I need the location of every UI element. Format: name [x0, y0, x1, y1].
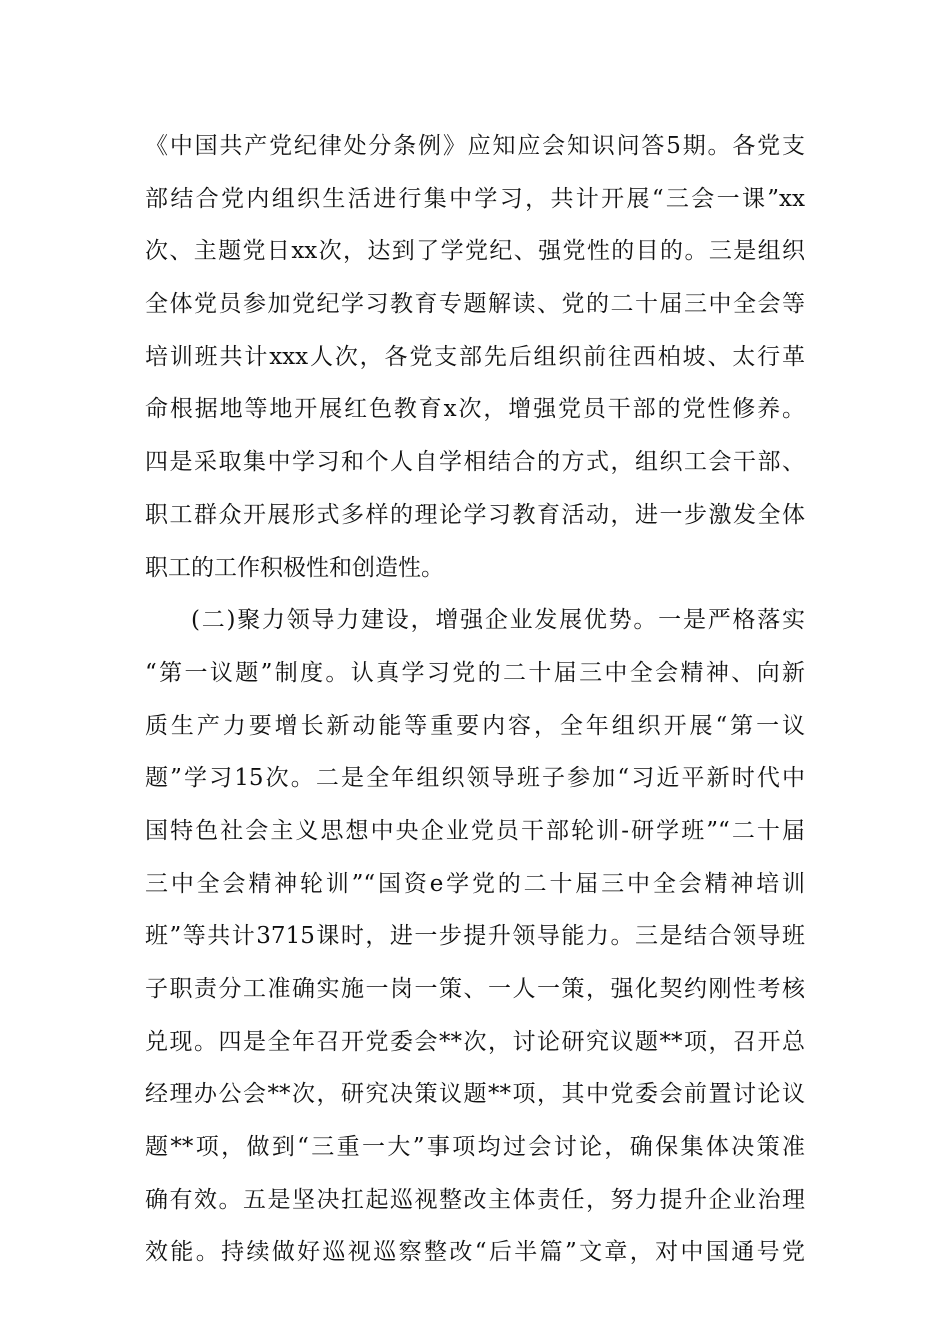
text-line: 国特色社会主义思想中央企业党员干部轮训-研学班”“二十届 [145, 817, 805, 844]
section-heading-line: (二)聚力领导力建设，增强企业发展优势。一是严格落实 [191, 607, 805, 634]
text-line: 质生产力要增长新动能等重要内容，全年组织开展“第一议 [145, 712, 805, 739]
text-line: 四是采取集中学习和个人自学相结合的方式，组织工会干部、 [145, 449, 805, 476]
text-line: 效能。持续做好巡视巡察整改“后半篇”文章，对中国通号党 [145, 1239, 805, 1266]
paragraph-end-line: 职工的工作积极性和创造性。 [145, 554, 444, 581]
text-line: 题**项，做到“三重一大”事项均过会讨论，确保集体决策准 [145, 1134, 805, 1161]
text-line: 确有效。五是坚决扛起巡视整改主体责任，努力提升企业治理 [145, 1186, 805, 1213]
text-line: 题”学习15次。二是全年组织领导班子参加“习近平新时代中 [145, 765, 805, 792]
text-line: “第一议题”制度。认真学习党的二十届三中全会精神、向新 [145, 659, 805, 686]
text-line: 经理办公会**次，研究决策议题**项，其中党委会前置讨论议 [145, 1081, 805, 1108]
document-body [145, 124, 805, 1283]
text-line: 职工群众开展形式多样的理论学习教育活动，进一步激发全体 [145, 501, 805, 528]
text-line: 兑现。四是全年召开党委会**次，讨论研究议题**项，召开总 [145, 1028, 805, 1055]
text-line: 全体党员参加党纪学习教育专题解读、党的二十届三中全会等 [145, 291, 805, 318]
text-line: 培训班共计xxx人次，各党支部先后组织前往西柏坡、太行革 [145, 343, 805, 370]
text-line: 子职责分工准确实施一岗一策、一人一策，强化契约刚性考核 [145, 976, 805, 1002]
text-line: 三中全会精神轮训”“国资e学党的二十届三中全会精神培训 [145, 870, 805, 897]
text-line: 部结合党内组织生活进行集中学习，共计开展“三会一课”xx [145, 185, 805, 212]
text-line: 次、主题党日xx次，达到了学党纪、强党性的目的。三是组织 [145, 238, 805, 265]
text-line: 《中国共产党纪律处分条例》应知应会知识问答5期。各党支 [145, 133, 805, 159]
text-line: 命根据地等地开展红色教育x次，增强党员干部的党性修养。 [145, 396, 805, 423]
text-line: 班”等共计3715课时，进一步提升领导能力。三是结合领导班 [145, 923, 805, 950]
